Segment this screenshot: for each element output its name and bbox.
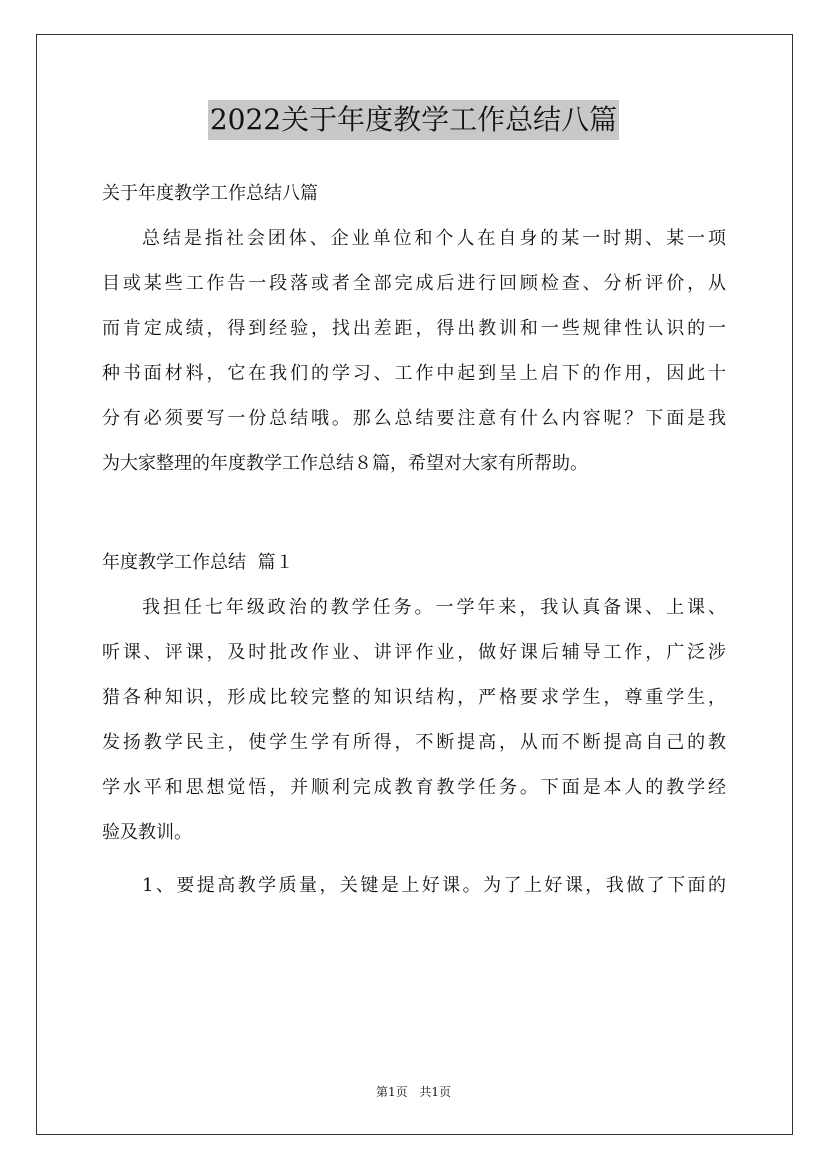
intro-line: 总结是指社会团体、企业单位和个人在自身的某一时期、某一项 [142,228,726,249]
intro-line: 分有必须要写一份总结哦。那么总结要注意有什么内容呢？下面是我 [102,408,726,429]
section-line: 发扬教学民主，使学生学有所得，不断提高，从而不断提高自己的教 [102,732,726,753]
intro-line: 目或某些工作告一段落或者全部完成后进行回顾检查、分析评价，从 [102,273,726,294]
intro-line: 而肯定成绩，得到经验，找出差距，得出教训和一些规律性认识的一 [102,318,726,339]
title-container [0,100,827,140]
document-title: 2022关于年度教学工作总结八篇 [208,100,619,140]
section-line: 学水平和思想觉悟，并顺利完成教育教学任务。下面是本人的教学经 [102,777,726,798]
point-line: 1、要提高教学质量，关键是上好课。为了上好课，我做了下面的 [142,875,726,896]
section-line: 验及教训。 [102,822,192,843]
intro-line: 为大家整理的年度教学工作总结８篇，希望对大家有所帮助。 [102,453,588,474]
page-footer [0,1083,827,1100]
section-line: 听课、评课，及时批改作业、讲评作业，做好课后辅导工作，广泛涉 [102,642,726,663]
intro-line: 种书面材料，它在我们的学习、工作中起到呈上启下的作用，因此十 [102,363,726,384]
document-body [102,171,726,908]
paragraph-spacer [102,486,726,540]
page-number: 第1页 [375,1085,408,1099]
section-line: 我担任七年级政治的教学任务。一学年来，我认真备课、上课、 [142,597,726,618]
page-total: 共1页 [419,1085,452,1099]
section-line: 猎各种知识，形成比较完整的知识结构，严格要求学生，尊重学生， [102,687,726,708]
document-subtitle: 关于年度教学工作总结八篇 [102,183,318,204]
section-heading: 年度教学工作总结 篇１ [102,552,294,573]
